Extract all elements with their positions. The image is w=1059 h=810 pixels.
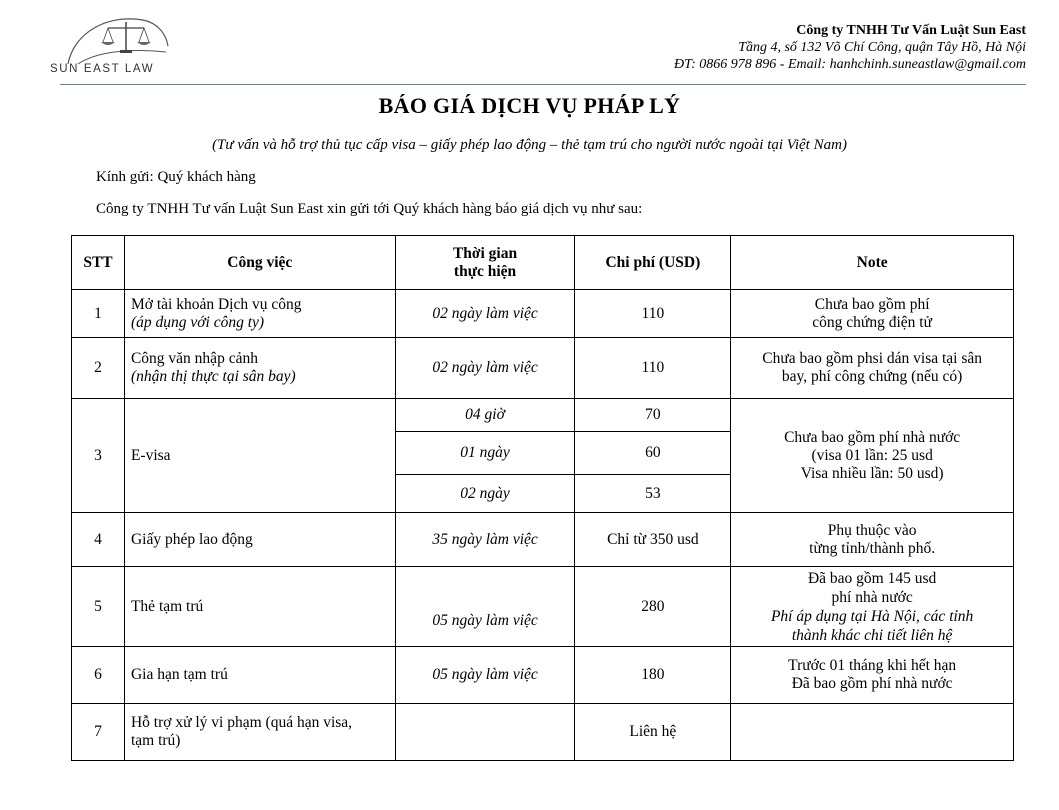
cell-stt: 5 <box>72 567 125 647</box>
cell-stt: 1 <box>72 290 125 338</box>
company-header <box>674 22 1026 73</box>
cell-time: 05 ngày làm việc <box>395 567 575 647</box>
cell-task: Thẻ tạm trú <box>124 567 395 647</box>
logo-wordmark: SUN EAST LAW <box>50 63 155 75</box>
cell-task: Giấy phép lao động <box>124 513 395 567</box>
table-row <box>72 513 1014 567</box>
cell-cost: 60 <box>575 432 731 475</box>
cell-cost: 110 <box>575 290 731 338</box>
cell-cost: 70 <box>575 399 731 432</box>
header-divider <box>60 84 1026 85</box>
header-stt: STT <box>72 236 125 290</box>
cell-note: Chưa bao gồm phí nhà nước (visa 01 lần: 25 usd Visa nhiều lần: 50 usd) <box>731 399 1014 513</box>
cell-cost: Chỉ từ 350 usd <box>575 513 731 567</box>
cell-note: Đã bao gồm 145 usd phí nhà nước Phí áp dụng tại Hà Nội, các tỉnh thành khác chi tiết liên hệ <box>731 567 1014 647</box>
header-time: Thời gian thực hiện <box>395 236 575 290</box>
company-address: Tầng 4, số 132 Võ Chí Công, quận Tây Hồ, Hà Nội <box>738 40 1026 55</box>
table-row <box>72 704 1014 761</box>
cell-cost: Liên hệ <box>575 704 731 761</box>
table-row <box>72 290 1014 338</box>
company-contact: ĐT: 0866 978 896 - Email: hanhchinh.suneastlaw@gmail.com <box>674 57 1026 72</box>
document-title: BÁO GIÁ DỊCH VỤ PHÁP LÝ <box>378 93 681 118</box>
intro-text: Công ty TNHH Tư vấn Luật Sun East xin gửi tới Quý khách hàng báo giá dịch vụ như sau: <box>96 201 643 217</box>
price-table <box>71 235 1014 761</box>
cell-time <box>395 704 575 761</box>
document-subtitle: (Tư vấn và hỗ trợ thủ tục cấp visa – giấy phép lao động – thẻ tạm trú cho người nước ngoài tại Việt Nam) <box>212 137 847 153</box>
cell-stt: 7 <box>72 704 125 761</box>
cell-time: 02 ngày làm việc <box>395 338 575 399</box>
cell-note: Chưa bao gồm phsi dán visa tại sân bay, phí công chứng (nếu có) <box>731 338 1014 399</box>
cell-note: Phụ thuộc vào từng tỉnh/thành phố. <box>731 513 1014 567</box>
table-row <box>72 399 1014 432</box>
cell-task: E-visa <box>124 399 395 513</box>
cell-task: Hỗ trợ xử lý vi phạm (quá hạn visa, tạm trú) <box>124 704 395 761</box>
header-task: Công việc <box>124 236 395 290</box>
cell-stt: 3 <box>72 399 125 513</box>
cell-time: 05 ngày làm việc <box>395 647 575 704</box>
cell-time: 02 ngày làm việc <box>395 290 575 338</box>
table-row <box>72 567 1014 647</box>
table-header-row <box>72 236 1014 290</box>
cell-cost: 180 <box>575 647 731 704</box>
cell-task: Gia hạn tạm trú <box>124 647 395 704</box>
cell-stt: 4 <box>72 513 125 567</box>
table-row <box>72 647 1014 704</box>
header-cost: Chi phí (USD) <box>575 236 731 290</box>
cell-note <box>731 704 1014 761</box>
greeting: Kính gửi: Quý khách hàng <box>96 169 256 185</box>
cell-time: 01 ngày <box>395 432 575 475</box>
cell-note: Trước 01 tháng khi hết hạn Đã bao gồm phí nhà nước <box>731 647 1014 704</box>
cell-time: 35 ngày làm việc <box>395 513 575 567</box>
cell-note: Chưa bao gồm phí công chứng điện tử <box>731 290 1014 338</box>
cell-time: 02 ngày <box>395 475 575 513</box>
header-note: Note <box>731 236 1014 290</box>
cell-stt: 6 <box>72 647 125 704</box>
company-name: Công ty TNHH Tư Vấn Luật Sun East <box>796 23 1026 38</box>
cell-cost: 280 <box>575 567 731 647</box>
table-row <box>72 338 1014 399</box>
cell-cost: 53 <box>575 475 731 513</box>
cell-time: 04 giờ <box>395 399 575 432</box>
cell-task: Công văn nhập cảnh (nhận thị thực tại sân bay) <box>124 338 395 399</box>
cell-stt: 2 <box>72 338 125 399</box>
cell-task: Mở tài khoản Dịch vụ công (áp dụng với công ty) <box>124 290 395 338</box>
cell-cost: 110 <box>575 338 731 399</box>
